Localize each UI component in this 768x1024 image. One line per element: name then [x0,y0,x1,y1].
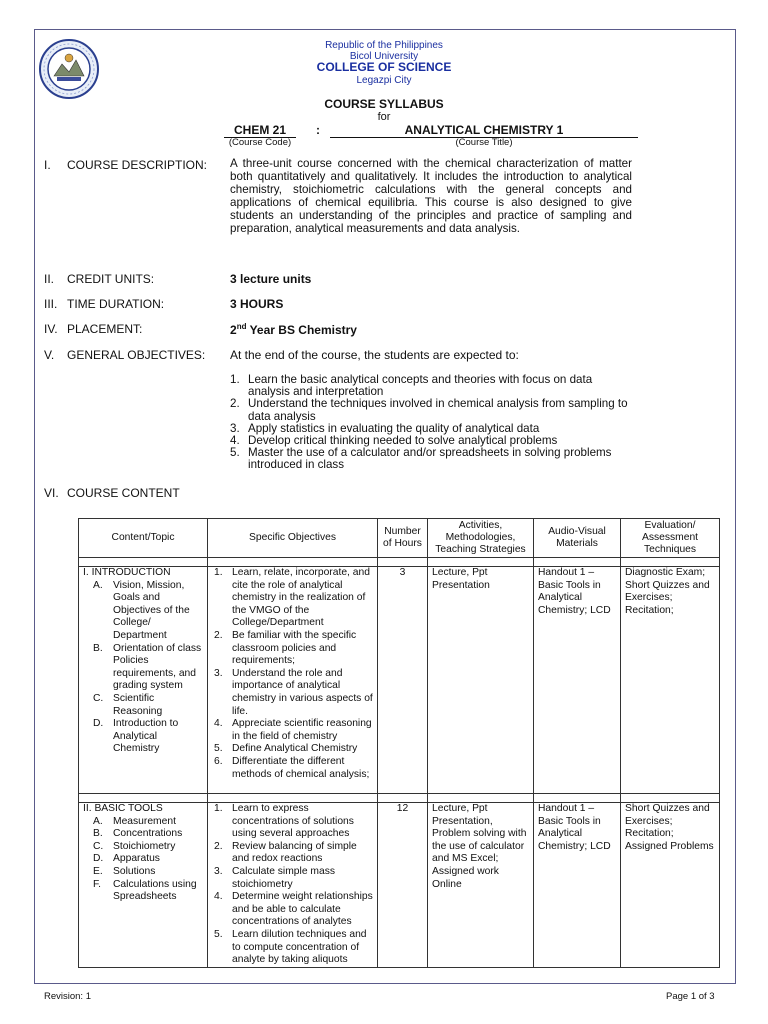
course-title-caption: (Course Title) [455,137,513,148]
objective-item: 5. Master the use of a calculator and/or spreadsheets in solving problems introduced in class [230,446,612,472]
revision-label: Revision: 1 [44,991,91,1002]
subtopic-item: F. Calculations using Spreadsheets [93,878,197,903]
topic-title: I. INTRODUCTION [83,567,171,578]
section-number: III. [44,297,58,311]
header-city: Legazpi City [356,75,412,86]
section-number: IV. [44,322,58,336]
specific-objective: 3. Understand the role and importance of analytical chemistry in various aspects of life. [214,667,373,717]
course-content-table [78,518,720,968]
specific-objective: 2. Be familiar with the specific classroom policies and requirements; [214,629,357,667]
section-label-description: COURSE DESCRIPTION: [67,158,208,172]
subtopic-item: D. Introduction to Analytical Chemistry [93,718,179,755]
column-header: Audio-Visual Materials [534,519,621,558]
activities-cell: Lecture, Ppt Presentation, Problem solving with the use of calculator and MS Excel; Assigned work Online [428,803,534,968]
header-republic: Republic of the Philippines [325,40,443,51]
evaluation-cell: Short Quizzes and Exercises; Recitation; Assigned Problems [621,803,720,968]
page-number: Page 1 of 3 [666,991,715,1002]
specific-objective: 3. Calculate simple mass stoichiometry [214,866,336,890]
section-label-placement: PLACEMENT: [67,322,143,336]
topic-cell [79,567,208,794]
materials-cell: Handout 1 – Basic Tools in Analytical Chemistry; LCD [534,803,621,968]
section-label-time: TIME DURATION: [67,297,165,311]
header-university: Bicol University [349,51,419,62]
subtopic-item: B. Orientation of class Policies requirements, and grading system [93,642,202,692]
topic-title: II. BASIC TOOLS [83,803,163,815]
specific-objective: 6. Differentiate the different methods of chemical analysis; [214,755,370,780]
objective-item: 2. Understand the techniques involved in chemical analysis from sampling to data analysis [230,397,628,423]
subtopic-item: B. Concentrations [93,828,183,840]
header-college: COLLEGE OF SCIENCE [316,60,452,74]
section-number: I. [44,158,51,172]
table-row [79,567,720,794]
subtopic-item: E. Solutions [93,866,156,878]
column-header: Evaluation/ Assessment Techniques [621,519,720,558]
column-header: Content/Topic [79,519,208,558]
objective-item: 4. Develop critical thinking needed to solve analytical problems [230,434,558,448]
credit-units-value: 3 lecture units [230,272,312,286]
time-duration-value: 3 HOURS [230,297,284,311]
activities-cell: Lecture, Ppt Presentation [428,567,534,794]
specific-objective: 5. Define Analytical Chemistry [214,743,358,755]
table-spacer-row [79,558,720,567]
objective-item: 1. Learn the basic analytical concepts and theories with focus on data analysis and interpretation [230,373,593,399]
section-label-objectives: GENERAL OBJECTIVES: [67,348,206,362]
table-header-row [79,519,720,558]
course-code: CHEM 21 [224,123,296,138]
subtopic-item: D. Apparatus [93,853,160,865]
specific-objective: 1. Learn, relate, incorporate, and cite the role of analytical chemistry in the realization of the VMGO of the College/Department [214,567,370,629]
hours-cell: 3 [378,567,428,794]
specific-objective: 5. Learn dilution techniques and to compute concentration of analyte by taking aliquots [214,929,367,966]
subtopic-item: C. Stoichiometry [93,840,176,852]
topic-cell [79,803,208,968]
specific-objective: 2. Review balancing of simple and redox reactions [214,840,357,865]
section-number: VI. [44,486,59,500]
general-objectives-list [230,374,630,472]
course-title: ANALYTICAL CHEMISTRY 1 [330,123,638,138]
objective-item: 3. Apply statistics in evaluating the quality of analytical data [230,421,540,435]
subtopic-item: C. Scientific Reasoning [93,692,163,717]
code-title-colon: : [316,123,320,137]
specific-objective: 4. Determine weight relationships and be able to calculate concentrations of analytes [214,891,373,928]
specific-objective: 4. Appreciate scientific reasoning in the field of chemistry [214,718,372,742]
course-code-caption: (Course Code) [228,137,292,148]
section-number: II. [44,272,55,286]
objectives-cell [208,567,378,794]
placement-value: 2nd Year BS Chemistry [230,322,357,337]
table-spacer-row [79,794,720,803]
syllabus-title: COURSE SYLLABUS [324,97,444,111]
hours-cell: 12 [378,803,428,968]
column-header: Number of Hours [378,519,428,558]
table-row [79,803,720,968]
syllabus-for: for [377,111,391,123]
course-description-text: A three-unit course concerned with the chemical characterization of matter both quantitatively and qualitatively. It includes the introduction to analytical chemistry, stoichiometric calculations with the general concepts and applications of chemical equilibria. This course is also designed to give students an understanding of the principles and practice of sampling and preparation, analytical measurements and data analysis. [230,157,632,235]
subtopic-item: A. Vision, Mission, Goals and Objectives of the College/ Department [93,579,190,641]
materials-cell: Handout 1 – Basic Tools in Analytical Chemistry; LCD [534,567,621,794]
evaluation-cell: Diagnostic Exam; Short Quizzes and Exercises; Recitation; [621,567,720,794]
objectives-intro: At the end of the course, the students are expected to: [230,348,519,362]
section-number: V. [44,348,55,362]
objectives-cell [208,803,378,968]
specific-objective: 1. Learn to express concentrations of solutions using several approaches [214,803,354,840]
column-header: Activities, Methodologies, Teaching Strategies [428,519,534,558]
section-label-credit: CREDIT UNITS: [67,272,155,286]
section-label-content: COURSE CONTENT [67,486,180,500]
subtopic-item: A. Measurement [93,815,176,827]
column-header: Specific Objectives [208,519,378,558]
